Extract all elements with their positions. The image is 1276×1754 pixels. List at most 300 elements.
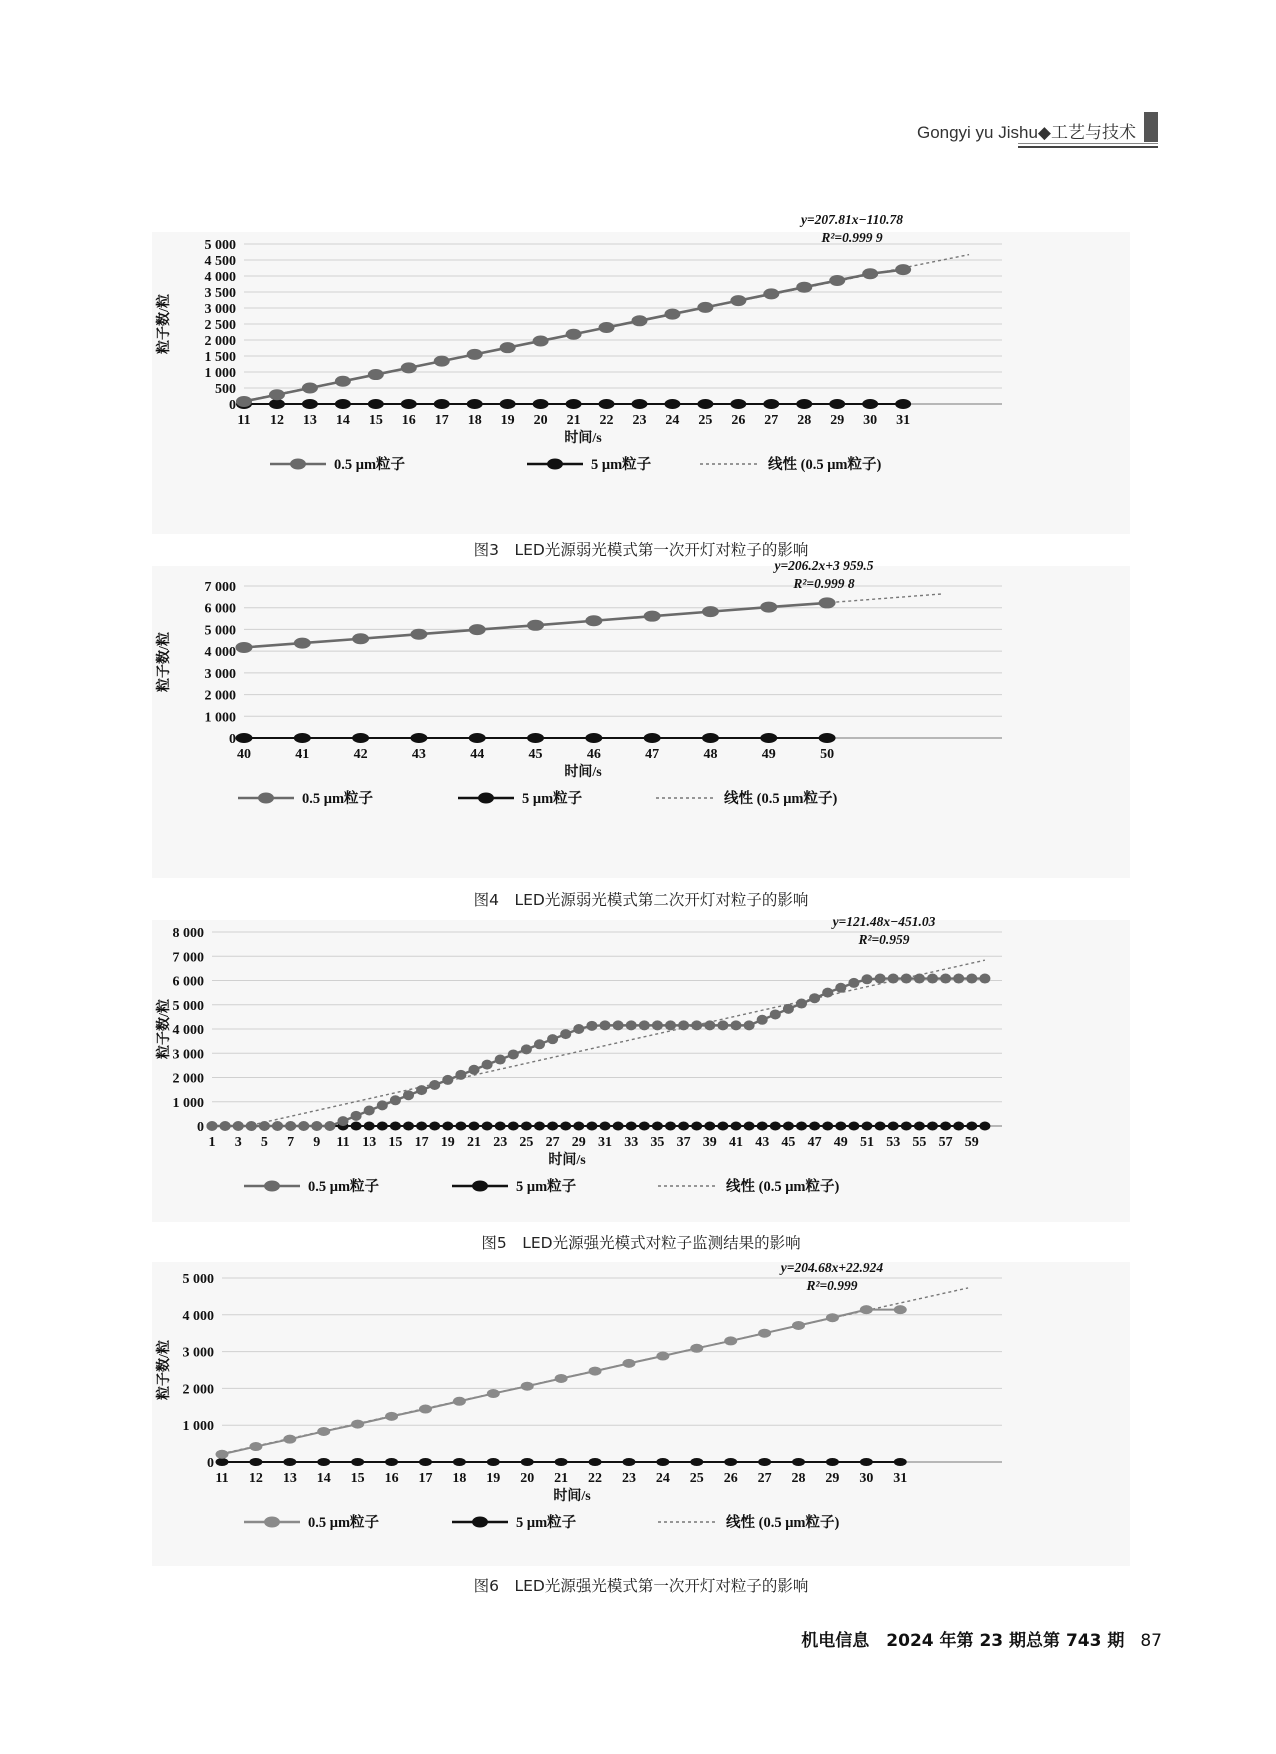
trend-equation: y=121.48x−451.03	[832, 914, 936, 929]
legend-marker-5um	[547, 459, 563, 470]
y-tick-label: 0	[229, 732, 236, 747]
y-axis-title: 粒子数/粒	[157, 1340, 172, 1400]
x-tick-label: 13	[302, 413, 317, 428]
x-tick-label: 27	[545, 1135, 560, 1150]
data-point-5um	[216, 1458, 229, 1466]
data-point-5um	[487, 1458, 500, 1466]
data-point-0.5um	[586, 1021, 597, 1031]
data-point-5um	[826, 1458, 839, 1466]
data-point-0.5um	[311, 1121, 322, 1131]
data-point-0.5um	[335, 376, 351, 387]
data-point-5um	[429, 1122, 440, 1131]
data-point-5um	[631, 399, 647, 409]
data-point-0.5um	[613, 1020, 624, 1030]
data-point-5um	[724, 1458, 737, 1466]
data-point-0.5um	[691, 1020, 702, 1030]
data-point-5um	[586, 1122, 597, 1131]
data-point-0.5um	[792, 1321, 805, 1330]
data-point-0.5um	[385, 1412, 398, 1421]
x-tick-label: 17	[414, 1135, 429, 1150]
data-point-5um	[731, 1122, 742, 1131]
journal-issue: 机电信息 2024 年第 23 期总第 743 期	[801, 1631, 1125, 1651]
data-point-0.5um	[294, 638, 311, 649]
x-tick-label: 18	[452, 1471, 467, 1486]
data-point-0.5um	[560, 1029, 571, 1039]
running-header	[878, 112, 1158, 148]
x-tick-label: 15	[350, 1471, 365, 1486]
data-point-5um	[434, 399, 450, 409]
data-point-0.5um	[656, 1352, 669, 1361]
data-point-5um	[644, 733, 661, 743]
x-tick-label: 20	[520, 1471, 535, 1486]
data-point-0.5um	[665, 1020, 676, 1030]
data-point-5um	[704, 1122, 715, 1131]
x-tick-label: 12	[248, 1471, 263, 1486]
data-point-0.5um	[626, 1020, 637, 1030]
figure-6-caption: 图6 LED光源强光模式第一次开灯对粒子的影响	[473, 1577, 809, 1595]
data-point-5um	[269, 399, 285, 409]
data-point-0.5um	[469, 624, 486, 635]
data-point-5um	[236, 733, 253, 743]
data-point-0.5um	[469, 1065, 480, 1075]
data-point-5um	[469, 733, 486, 743]
data-point-5um	[888, 1122, 899, 1131]
legend-marker-0.5um	[258, 793, 274, 804]
data-point-0.5um	[283, 1435, 296, 1444]
figure-4-caption: 图4 LED光源弱光模式第二次开灯对粒子的影响	[473, 891, 809, 909]
data-point-5um	[469, 1122, 480, 1131]
x-tick-label: 12	[269, 413, 284, 428]
figure-3-svg	[152, 212, 1130, 534]
legend-marker-0.5um	[264, 1181, 280, 1192]
y-tick-label: 0	[229, 398, 236, 413]
x-tick-label: 33	[624, 1135, 639, 1150]
r-squared: R²=0.999 8	[793, 576, 855, 591]
x-tick-label: 43	[755, 1135, 770, 1150]
x-tick-label: 21	[566, 413, 581, 428]
data-point-5um	[809, 1122, 820, 1131]
y-tick-label: 0	[197, 1120, 204, 1135]
x-tick-label: 53	[886, 1135, 901, 1150]
data-point-5um	[875, 1122, 886, 1131]
data-point-5um	[927, 1122, 938, 1131]
data-point-0.5um	[717, 1020, 728, 1030]
data-point-0.5um	[419, 1405, 432, 1414]
data-point-0.5um	[760, 602, 777, 613]
trend-equation: y=204.68x+22.924	[780, 1260, 884, 1275]
data-point-5um	[829, 399, 845, 409]
data-point-0.5um	[953, 974, 964, 984]
x-tick-label: 30	[863, 413, 878, 428]
data-point-0.5um	[534, 1039, 545, 1049]
data-point-0.5um	[894, 1305, 907, 1314]
data-point-5um	[697, 399, 713, 409]
data-point-5um	[763, 399, 779, 409]
x-tick-label: 25	[698, 413, 713, 428]
data-point-0.5um	[236, 396, 252, 407]
data-point-0.5um	[521, 1382, 534, 1391]
data-point-5um	[364, 1122, 375, 1131]
y-tick-label: 4 000	[182, 1308, 214, 1324]
trendline	[251, 960, 985, 1125]
data-point-0.5um	[966, 974, 977, 984]
data-point-0.5um	[979, 974, 990, 984]
data-point-5um	[377, 1122, 388, 1131]
x-tick-label: 1	[208, 1135, 216, 1150]
x-tick-label: 16	[384, 1471, 399, 1486]
y-tick-label: 1 000	[204, 710, 236, 726]
figure-3-caption: 图3 LED光源弱光模式第一次开灯对粒子的影响	[473, 541, 809, 559]
y-tick-label: 500	[215, 382, 236, 397]
legend-label-5um: 5 μm粒子	[591, 457, 652, 473]
data-point-0.5um	[410, 629, 427, 640]
legend-marker-5um	[472, 1517, 488, 1528]
x-tick-label: 29	[830, 413, 845, 428]
x-tick-label: 51	[860, 1135, 874, 1150]
data-point-0.5um	[508, 1049, 519, 1059]
running-header-text: Gongyi yu Jishu◆工艺与技术	[916, 123, 1136, 142]
y-tick-label: 2 000	[204, 688, 236, 704]
data-point-5um	[835, 1122, 846, 1131]
data-point-5um	[533, 399, 549, 409]
y-tick-label: 2 000	[204, 334, 236, 349]
x-tick-label: 26	[723, 1471, 738, 1486]
data-point-0.5um	[860, 1305, 873, 1314]
data-point-0.5um	[690, 1344, 703, 1353]
data-point-5um	[822, 1122, 833, 1131]
x-tick-label: 23	[621, 1471, 636, 1486]
x-tick-label: 31	[893, 1471, 908, 1486]
header-bar	[1144, 112, 1158, 142]
data-point-0.5um	[521, 1044, 532, 1054]
trend-equation: y=207.81x−110.78	[800, 212, 904, 227]
data-point-5um	[901, 1122, 912, 1131]
data-point-5um	[351, 1122, 362, 1131]
data-point-0.5um	[600, 1020, 611, 1030]
x-tick-label: 26	[731, 413, 746, 428]
x-tick-label: 11	[237, 413, 251, 428]
y-tick-label: 2 000	[182, 1382, 214, 1398]
x-tick-label: 17	[418, 1471, 433, 1486]
y-tick-label: 6 000	[204, 601, 236, 617]
data-point-5um	[352, 733, 369, 743]
data-point-0.5um	[730, 295, 746, 306]
data-point-0.5um	[724, 1336, 737, 1345]
data-point-5um	[560, 1122, 571, 1131]
y-tick-label: 2 500	[204, 318, 236, 333]
data-point-5um	[482, 1122, 493, 1131]
x-tick-label: 49	[761, 747, 776, 762]
legend-label-trend: 线性 (0.5 μm粒子)	[768, 457, 882, 473]
y-tick-label: 3 000	[204, 302, 236, 317]
r-squared: R²=0.959	[858, 932, 910, 947]
legend-marker-0.5um	[264, 1517, 280, 1528]
x-tick-label: 45	[528, 747, 543, 762]
data-point-0.5um	[285, 1121, 296, 1131]
data-point-5um	[757, 1122, 768, 1131]
data-point-0.5um	[259, 1121, 270, 1131]
data-point-0.5um	[453, 1397, 466, 1406]
data-point-5um	[416, 1122, 427, 1131]
legend-marker-5um	[478, 793, 494, 804]
data-point-5um	[783, 1122, 794, 1131]
legend-label-0.5um: 0.5 μm粒子	[308, 1515, 380, 1531]
x-tick-label: 48	[703, 747, 718, 762]
y-tick-label: 4 000	[172, 1023, 204, 1038]
y-tick-label: 5 000	[204, 238, 236, 253]
data-point-0.5um	[377, 1100, 388, 1110]
x-tick-label: 22	[599, 413, 614, 428]
data-point-0.5um	[888, 974, 899, 984]
data-point-5um	[758, 1458, 771, 1466]
data-point-5um	[730, 399, 746, 409]
x-tick-label: 29	[825, 1471, 840, 1486]
data-point-0.5um	[324, 1121, 335, 1131]
x-tick-label: 59	[964, 1135, 979, 1150]
x-tick-label: 30	[859, 1471, 874, 1486]
data-point-5um	[249, 1458, 262, 1466]
legend-label-0.5um: 0.5 μm粒子	[308, 1179, 380, 1195]
data-point-5um	[622, 1458, 635, 1466]
data-point-5um	[966, 1122, 977, 1131]
data-point-0.5um	[835, 983, 846, 993]
series-0.5um-line	[212, 979, 985, 1126]
y-tick-label: 5 000	[204, 623, 236, 639]
legend-label-trend: 线性 (0.5 μm粒子)	[726, 1179, 840, 1195]
x-tick-label: 23	[632, 413, 647, 428]
data-point-0.5um	[744, 1020, 755, 1030]
data-point-0.5um	[678, 1020, 689, 1030]
data-point-0.5um	[547, 1034, 558, 1044]
y-tick-label: 4 000	[204, 270, 236, 285]
y-tick-label: 7 000	[204, 580, 236, 595]
figure-4-svg	[152, 558, 1130, 878]
x-axis-title: 时间/s	[564, 431, 602, 446]
data-point-0.5um	[302, 383, 318, 394]
data-point-5um	[302, 399, 318, 409]
data-point-0.5um	[796, 282, 812, 293]
data-point-0.5um	[455, 1070, 466, 1080]
data-point-0.5um	[809, 993, 820, 1003]
data-point-0.5um	[390, 1095, 401, 1105]
data-point-5um	[792, 1458, 805, 1466]
figure-6-chart	[152, 1262, 1130, 1566]
y-tick-label: 5 000	[172, 998, 204, 1014]
data-point-5um	[521, 1458, 534, 1466]
grid-group	[222, 1278, 1002, 1462]
x-tick-label: 19	[486, 1471, 501, 1486]
page-footer	[801, 1626, 1162, 1651]
y-tick-label: 6 000	[172, 974, 204, 990]
x-tick-label: 40	[237, 747, 251, 762]
x-tick-label: 5	[260, 1135, 268, 1150]
data-point-0.5um	[940, 974, 951, 984]
y-tick-label: 5 000	[182, 1272, 214, 1287]
data-point-0.5um	[216, 1450, 229, 1459]
data-point-0.5um	[901, 974, 912, 984]
x-tick-label: 14	[335, 413, 350, 428]
x-tick-label: 47	[645, 747, 660, 762]
data-point-0.5um	[220, 1121, 231, 1131]
data-point-0.5um	[416, 1085, 427, 1095]
data-point-5um	[283, 1458, 296, 1466]
x-tick-label: 22	[588, 1471, 603, 1486]
x-tick-label: 21	[554, 1471, 569, 1486]
data-point-5um	[626, 1122, 637, 1131]
data-point-5um	[639, 1122, 650, 1131]
data-point-5um	[914, 1122, 925, 1131]
data-point-5um	[555, 1458, 568, 1466]
legend	[244, 1177, 840, 1195]
data-point-5um	[403, 1122, 414, 1131]
y-tick-label: 1 500	[204, 350, 236, 365]
data-point-0.5um	[467, 349, 483, 360]
legend-label-0.5um: 0.5 μm粒子	[334, 457, 406, 473]
data-point-5um	[652, 1122, 663, 1131]
x-tick-label: 28	[797, 413, 812, 428]
data-point-0.5um	[352, 633, 369, 644]
data-point-5um	[508, 1122, 519, 1131]
data-point-0.5um	[731, 1020, 742, 1030]
data-point-5um	[368, 399, 384, 409]
data-point-5um	[717, 1122, 728, 1131]
data-point-5um	[335, 399, 351, 409]
data-point-0.5um	[351, 1111, 362, 1121]
trend-equation: y=206.2x+3 959.5	[774, 558, 874, 573]
x-tick-label: 35	[650, 1135, 665, 1150]
r-squared: R²=0.999	[806, 1278, 858, 1293]
data-point-5um	[573, 1122, 584, 1131]
data-point-5um	[848, 1122, 859, 1131]
data-point-0.5um	[644, 611, 661, 622]
data-point-0.5um	[368, 369, 384, 380]
data-point-0.5um	[819, 597, 836, 608]
legend-marker-5um	[472, 1181, 488, 1192]
data-point-5um	[442, 1122, 453, 1131]
r-squared: R²=0.999 9	[821, 230, 883, 245]
x-tick-label: 25	[689, 1471, 704, 1486]
x-tick-label: 25	[519, 1135, 534, 1150]
data-point-0.5um	[298, 1121, 309, 1131]
x-axis-title: 时间/s	[553, 1489, 591, 1504]
data-point-5um	[521, 1122, 532, 1131]
x-tick-label: 13	[362, 1135, 377, 1150]
data-point-0.5um	[434, 356, 450, 367]
y-tick-label: 3 000	[182, 1345, 214, 1361]
x-tick-label: 15	[388, 1135, 403, 1150]
legend	[244, 1513, 840, 1531]
data-point-5um	[819, 733, 836, 743]
x-tick-label: 13	[282, 1471, 297, 1486]
data-point-0.5um	[829, 275, 845, 286]
data-point-0.5um	[770, 1009, 781, 1019]
x-tick-label: 50	[820, 747, 835, 762]
page-number: 87	[1140, 1631, 1162, 1651]
data-point-0.5um	[487, 1389, 500, 1398]
data-point-5um	[566, 399, 582, 409]
data-point-0.5um	[482, 1060, 493, 1070]
figure-4-chart	[152, 558, 1130, 878]
header-rule	[1018, 146, 1158, 148]
y-tick-label: 1 000	[172, 1095, 204, 1111]
y-tick-label: 3 000	[172, 1047, 204, 1063]
data-point-5um	[495, 1122, 506, 1131]
data-point-0.5um	[822, 988, 833, 998]
x-tick-label: 45	[781, 1135, 796, 1150]
data-point-0.5um	[233, 1121, 244, 1131]
data-point-0.5um	[702, 606, 719, 617]
x-tick-label: 39	[702, 1135, 717, 1150]
data-point-5um	[600, 1122, 611, 1131]
data-point-5um	[585, 733, 602, 743]
data-point-5um	[860, 1458, 873, 1466]
data-point-5um	[690, 1458, 703, 1466]
x-tick-label: 49	[833, 1135, 848, 1150]
data-point-5um	[895, 399, 911, 409]
y-axis-title: 粒子数/粒	[157, 999, 172, 1059]
data-point-5um	[385, 1458, 398, 1466]
data-point-5um	[678, 1122, 689, 1131]
data-point-0.5um	[573, 1024, 584, 1034]
data-point-5um	[599, 399, 615, 409]
data-point-5um	[744, 1122, 755, 1131]
x-tick-label: 27	[757, 1471, 772, 1486]
data-point-5um	[455, 1122, 466, 1131]
x-tick-label: 19	[500, 413, 515, 428]
y-tick-label: 8 000	[172, 926, 204, 941]
x-tick-label: 41	[295, 747, 310, 762]
data-point-5um	[691, 1122, 702, 1131]
x-tick-label: 31	[896, 413, 911, 428]
data-point-0.5um	[249, 1442, 262, 1451]
x-tick-label: 37	[676, 1135, 691, 1150]
x-tick-label: 11	[215, 1471, 229, 1486]
legend-label-5um: 5 μm粒子	[516, 1515, 577, 1531]
figure-5-caption: 图5 LED光源强光模式对粒子监测结果的影响	[481, 1234, 801, 1252]
data-point-0.5um	[664, 309, 680, 320]
data-point-5um	[665, 1122, 676, 1131]
y-tick-label: 3 000	[204, 666, 236, 682]
legend-label-5um: 5 μm粒子	[522, 791, 583, 807]
x-tick-label: 29	[571, 1135, 586, 1150]
legend-label-5um: 5 μm粒子	[516, 1179, 577, 1195]
data-point-0.5um	[589, 1367, 602, 1376]
data-point-0.5um	[622, 1359, 635, 1368]
x-tick-label: 46	[586, 747, 601, 762]
data-point-5um	[979, 1122, 990, 1131]
x-tick-label: 18	[467, 413, 482, 428]
data-point-0.5um	[599, 322, 615, 333]
y-tick-label: 7 000	[172, 950, 204, 966]
x-tick-label: 47	[807, 1135, 822, 1150]
x-tick-label: 27	[764, 413, 779, 428]
figure-5-svg	[152, 914, 1130, 1222]
data-point-0.5um	[697, 302, 713, 313]
data-point-5um	[467, 399, 483, 409]
data-point-5um	[453, 1458, 466, 1466]
data-point-0.5um	[269, 389, 285, 400]
data-point-5um	[796, 1122, 807, 1131]
x-tick-label: 11	[336, 1135, 350, 1150]
data-point-0.5um	[826, 1313, 839, 1322]
data-point-0.5um	[862, 974, 873, 984]
data-point-0.5um	[639, 1020, 650, 1030]
data-point-0.5um	[796, 999, 807, 1009]
data-point-0.5um	[429, 1080, 440, 1090]
data-point-0.5um	[631, 315, 647, 326]
data-point-0.5um	[763, 288, 779, 299]
data-point-0.5um	[757, 1015, 768, 1025]
